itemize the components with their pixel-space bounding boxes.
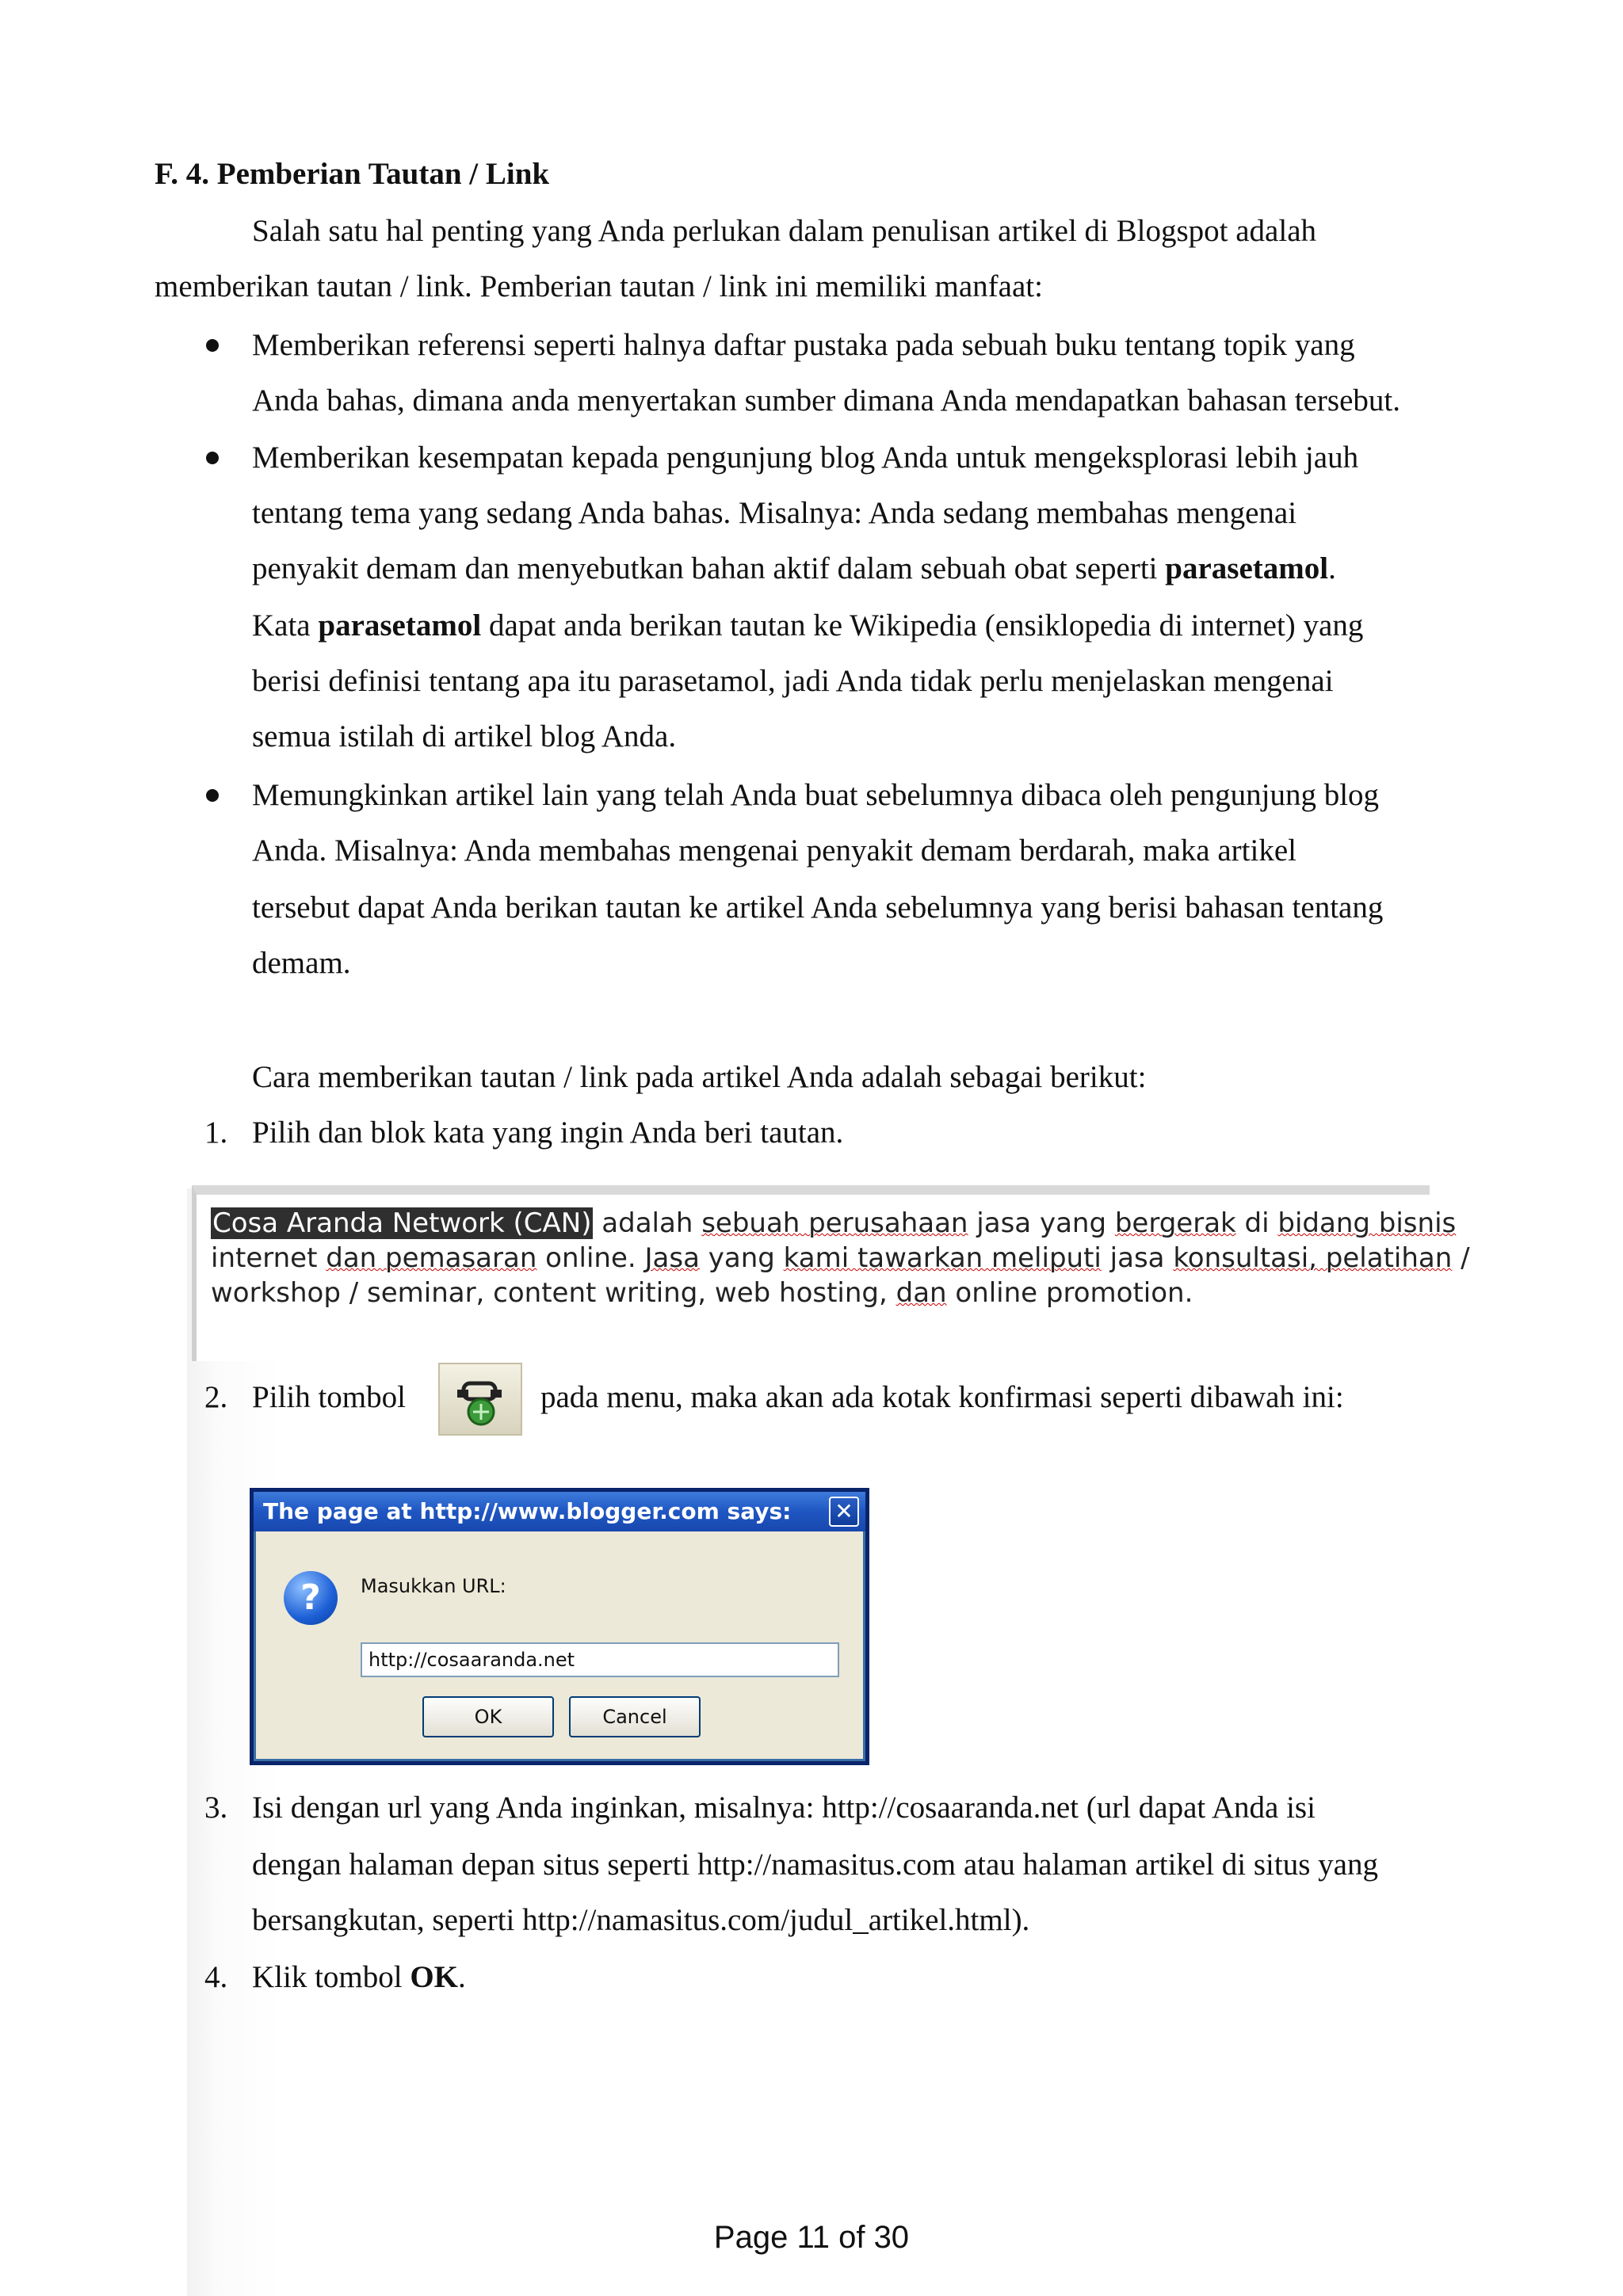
bullet-3-line-2: Anda. Misalnya: Anda membahas mengenai penyakit demam berdarah, maka artikel xyxy=(252,833,1296,868)
dialog-prompt: Masukkan URL: xyxy=(361,1575,506,1597)
bullet-3-line-3: tersebut dapat Anda berikan tautan ke artikel Anda sebelumnya yang berisi bahasan tentang xyxy=(252,891,1384,925)
editor-screenshot xyxy=(192,1185,1470,1361)
step-3-line-2: dengan halaman depan situs seperti http://namasitus.com atau halaman artikel di situs yang xyxy=(252,1848,1378,1882)
editor-line-2: internet dan pemasaran online. Jasa yang kami tawarkan meliputi jasa konsultasi, pelatihan / xyxy=(211,1242,1470,1274)
url-prompt-dialog xyxy=(250,1488,869,1765)
editor-line-3: workshop / seminar, content writing, web hosting, dan online promotion. xyxy=(211,1277,1193,1309)
bullet-2-line-5: berisi definisi tentang apa itu parasetamol, jadi Anda tidak perlu menjelaskan mengenai xyxy=(252,664,1334,698)
bullet-2-line-1: Memberikan kesempatan kepada pengunjung blog Anda untuk mengeksplorasi lebih jauh xyxy=(252,441,1359,475)
step-3-line-1: Isi dengan url yang Anda inginkan, misalnya: http://cosaaranda.net (url dapat Anda isi xyxy=(252,1791,1316,1825)
bullet-2-line-6: semua istilah di artikel blog Anda. xyxy=(252,719,677,753)
bullet-3-line-1: Memungkinkan artikel lain yang telah Anda buat sebelumnya dibaca oleh pengunjung blog xyxy=(252,778,1380,812)
close-icon[interactable]: ✕ xyxy=(829,1497,859,1527)
section-heading: F. 4. Pemberian Tautan / Link xyxy=(155,157,550,191)
step-number: 2. xyxy=(204,1380,228,1414)
step-number: 1. xyxy=(204,1116,228,1150)
ok-label: OK xyxy=(410,1960,459,1994)
step-2-text-pre: Pilih tombol xyxy=(252,1380,406,1414)
link-icon-glyph xyxy=(440,1364,521,1434)
question-icon: ? xyxy=(284,1571,338,1625)
bullet-dot xyxy=(206,452,219,464)
ok-button[interactable]: OK xyxy=(422,1696,554,1737)
bullet-3-line-4: demam. xyxy=(252,946,351,980)
step-1-text: Pilih dan blok kata yang ingin Anda beri tautan. xyxy=(252,1116,844,1150)
term-parasetamol: parasetamol xyxy=(1165,551,1329,585)
step-3-line-3: bersangkutan, seperti http://namasitus.com/judul_artikel.html). xyxy=(252,1903,1030,1937)
page-number: Page 11 of 30 xyxy=(713,2220,910,2255)
cancel-button[interactable]: Cancel xyxy=(569,1696,701,1737)
step-2-text-post: pada menu, maka akan ada kotak konfirmasi seperti dibawah ini: xyxy=(540,1380,1344,1414)
url-input[interactable] xyxy=(361,1642,839,1677)
step-number: 3. xyxy=(204,1791,228,1825)
editor-line-1: Cosa Aranda Network (CAN) adalah sebuah perusahaan jasa yang bergerak di bidang bisnis xyxy=(212,1207,1457,1239)
term-parasetamol: parasetamol xyxy=(318,608,482,643)
intro-line-1: Salah satu hal penting yang Anda perlukan dalam penulisan artikel di Blogspot adalah xyxy=(252,214,1317,248)
bullet-2-line-4: Kata parasetamol dapat anda berikan tautan ke Wikipedia (ensiklopedia di internet) yang xyxy=(252,608,1364,643)
intro-line-2: memberikan tautan / link. Pemberian tautan / link ini memiliki manfaat: xyxy=(155,269,1043,303)
bullet-2-line-2: tentang tema yang sedang Anda bahas. Misalnya: Anda sedang membahas mengenai xyxy=(252,496,1297,530)
step-number: 4. xyxy=(204,1960,228,1994)
bullet-dot xyxy=(206,339,219,352)
bullet-2-line-3: penyakit demam dan menyebutkan bahan aktif dalam sebuah obat seperti parasetamol. xyxy=(252,551,1336,585)
link-icon[interactable] xyxy=(438,1363,522,1436)
bullet-1-line-2: Anda bahas, dimana anda menyertakan sumber dimana Anda mendapatkan bahasan tersebut. xyxy=(252,383,1400,418)
selected-text: Cosa Aranda Network (CAN) xyxy=(212,1207,592,1239)
dialog-title: The page at http://www.blogger.com says: xyxy=(254,1492,865,1531)
bullet-1-line-1: Memberikan referensi seperti halnya daftar pustaka pada sebuah buku tentang topik yang xyxy=(252,328,1355,362)
bullet-dot xyxy=(206,789,219,802)
steps-intro: Cara memberikan tautan / link pada artikel Anda adalah sebagai berikut: xyxy=(252,1060,1147,1094)
step-4-text: Klik tombol OK. xyxy=(252,1960,466,1994)
